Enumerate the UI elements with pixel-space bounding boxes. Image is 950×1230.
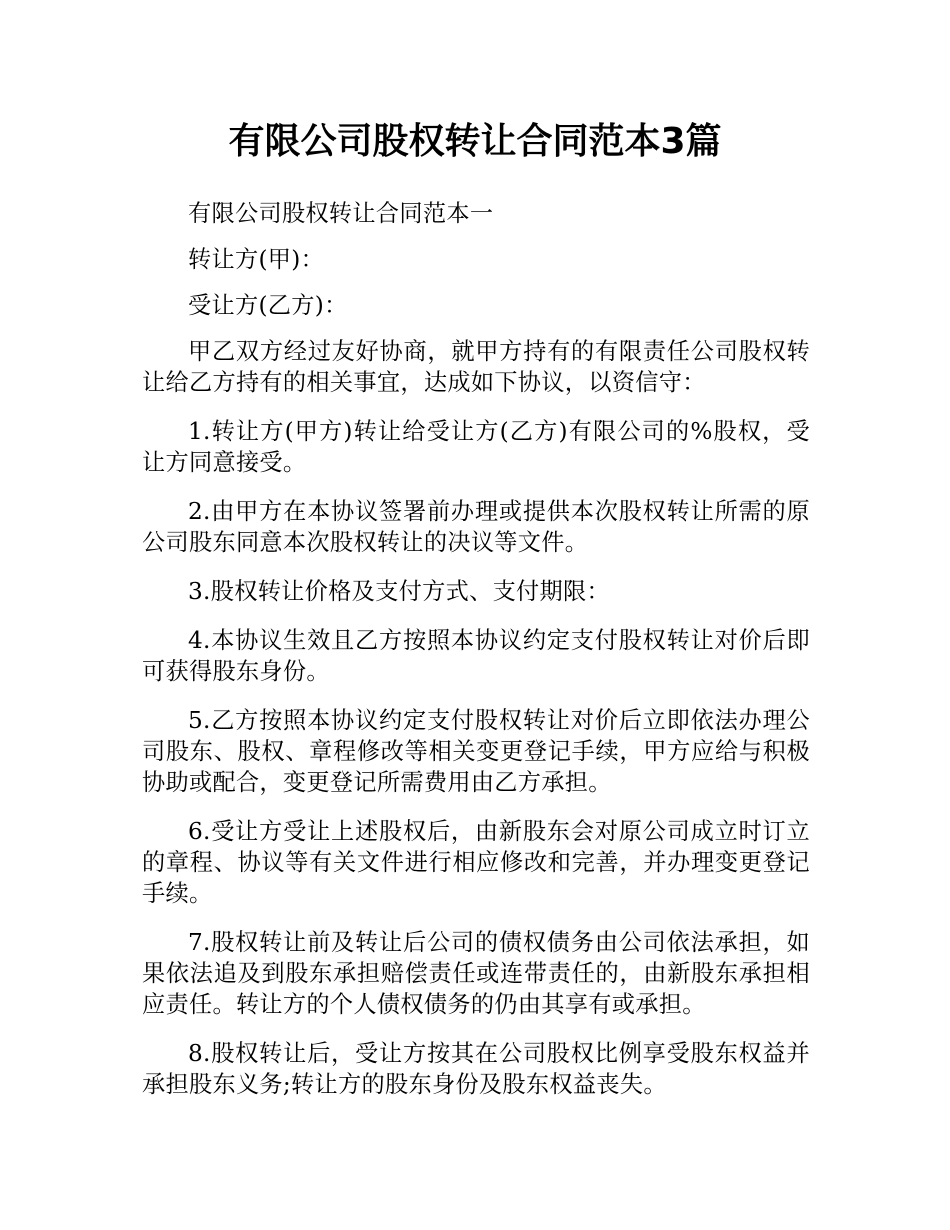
clause-2: 2.由甲方在本协议签署前办理或提供本次股权转让所需的原公司股东同意本次股权转让的决议等文件。 (142, 498, 810, 556)
document-body (142, 198, 810, 1118)
section-heading: 有限公司股权转让合同范本一 (188, 200, 494, 227)
preamble-paragraph: 甲乙双方经过友好协商，就甲方持有的有限责任公司股权转让给乙方持有的相关事宜，达成如下协议，以资信守： (142, 338, 810, 396)
clause-4: 4.本协议生效且乙方按照本协议约定支付股权转让对价后即可获得股东身份。 (142, 627, 810, 685)
document-title: 有限公司股权转让合同范本3篇 (228, 121, 722, 162)
clause-6: 6.受让方受让上述股权后，由新股东会对原公司成立时订立的章程、协议等有关文件进行相应修改和完善，并办理变更登记手续。 (142, 818, 810, 907)
clause-7: 7.股权转让前及转让后公司的债权债务由公司依法承担，如果依法追及到股东承担赔偿责任或连带责任的，由新股东承担相应责任。转让方的个人债权债务的仍由其享有或承担。 (142, 929, 810, 1018)
transferee-line: 受让方(乙方)： (188, 292, 348, 319)
clause-8: 8.股权转让后，受让方按其在公司股权比例享受股东权益并承担股东义务;转让方的股东身份及股东权益丧失。 (142, 1040, 810, 1098)
clause-3: 3.股权转让价格及支付方式、支付期限： (188, 578, 611, 605)
clause-1: 1.转让方(甲方)转让给受让方(乙方)有限公司的%股权，受让方同意接受。 (142, 418, 810, 476)
clause-5: 5.乙方按照本协议约定支付股权转让对价后立即依法办理公司股东、股权、章程修改等相关变更登记手续，甲方应给与积极协助或配合，变更登记所需费用由乙方承担。 (142, 707, 810, 796)
transferor-line: 转让方(甲)： (188, 246, 325, 273)
